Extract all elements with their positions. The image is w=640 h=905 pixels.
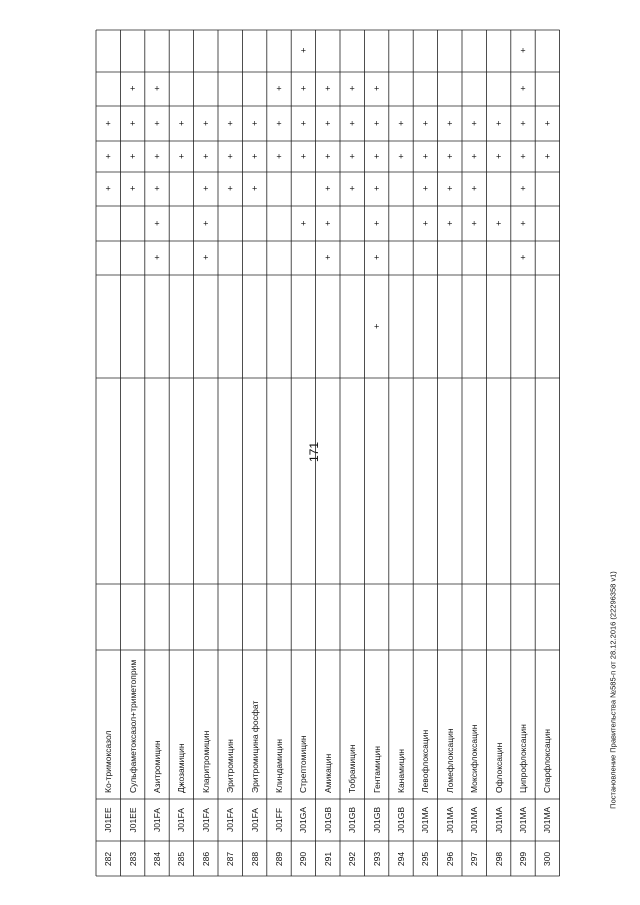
- row-code: J01EE: [102, 807, 113, 833]
- mark-plus: +: [349, 118, 355, 128]
- row-number: 285: [176, 851, 187, 866]
- row-number: 294: [395, 851, 406, 866]
- row-code: J01GB: [322, 807, 333, 833]
- row-name: Спарфлоксацин: [542, 729, 553, 793]
- mark-plus: +: [300, 151, 307, 161]
- mark-plus: +: [300, 83, 307, 94]
- mark-plus: +: [471, 151, 477, 161]
- row-name: Тобрамицин: [346, 744, 357, 793]
- mark-plus: +: [227, 151, 233, 161]
- mark-plus: +: [373, 218, 380, 228]
- mark-plus: +: [154, 83, 160, 94]
- mark-plus: +: [422, 118, 429, 128]
- mark-plus: +: [154, 183, 160, 194]
- mark-plus: +: [251, 151, 258, 161]
- mark-plus: +: [520, 118, 526, 128]
- mark-plus: +: [447, 183, 453, 194]
- row-code: J01MA: [444, 806, 455, 834]
- row-code: J01FA: [176, 807, 187, 833]
- row-code: J01FA: [224, 807, 235, 833]
- mark-plus: +: [447, 151, 453, 161]
- row-number: 290: [298, 851, 309, 866]
- row-code: J01MA: [420, 806, 431, 834]
- mark-plus: +: [300, 45, 307, 56]
- row-number: 287: [224, 851, 235, 866]
- mark-plus: +: [154, 218, 160, 228]
- mark-plus: +: [495, 151, 502, 161]
- mark-plus: +: [422, 151, 429, 161]
- mark-plus: +: [544, 118, 551, 128]
- mark-plus: +: [349, 183, 355, 194]
- row-name: Ко-тримоксазол: [102, 730, 113, 793]
- row-number: 292: [346, 851, 357, 866]
- mark-plus: +: [227, 183, 233, 194]
- mark-plus: +: [203, 218, 209, 228]
- mark-plus: +: [203, 118, 209, 128]
- mark-plus: +: [373, 118, 380, 128]
- row-code: J01EE: [127, 807, 138, 833]
- mark-plus: +: [520, 218, 526, 228]
- row-code: J01FA: [151, 807, 162, 833]
- mark-plus: +: [276, 151, 282, 161]
- mark-plus: +: [349, 151, 355, 161]
- mark-plus: +: [154, 151, 160, 161]
- mark-plus: +: [373, 151, 380, 161]
- row-name: Сульфаметоксазол+триметоприм: [127, 659, 138, 793]
- row-name: Амикацин: [322, 753, 333, 793]
- mark-plus: +: [422, 183, 429, 194]
- row-code: J01GB: [371, 807, 382, 833]
- row-name: Ципрофлоксацин: [517, 724, 528, 793]
- row-number: 298: [493, 851, 504, 866]
- row-code: J01MA: [517, 806, 528, 834]
- row-name: Стрептомицин: [298, 735, 309, 793]
- row-number: 295: [420, 851, 431, 866]
- mark-plus: +: [325, 218, 331, 228]
- mark-plus: +: [544, 151, 551, 161]
- mark-plus: +: [129, 118, 136, 128]
- mark-plus: +: [300, 218, 307, 228]
- row-number: 297: [468, 851, 479, 866]
- mark-plus: +: [349, 83, 355, 94]
- row-code: J01GB: [346, 807, 357, 833]
- mark-plus: +: [154, 252, 160, 263]
- mark-plus: +: [471, 218, 477, 228]
- row-code: J01GA: [298, 807, 309, 833]
- mark-plus: +: [325, 118, 331, 128]
- mark-plus: +: [203, 252, 209, 263]
- mark-plus: +: [520, 151, 526, 161]
- row-number: 282: [102, 851, 113, 866]
- mark-plus: +: [422, 218, 429, 228]
- row-name: Канамицин: [395, 748, 406, 793]
- row-name: Левофлоксацин: [420, 729, 431, 793]
- mark-plus: +: [325, 83, 331, 94]
- mark-plus: +: [227, 118, 233, 128]
- mark-plus: +: [129, 83, 136, 94]
- mark-plus: +: [276, 83, 282, 94]
- row-code: J01MA: [493, 806, 504, 834]
- row-code: J01FA: [249, 807, 260, 833]
- row-number: 293: [371, 851, 382, 866]
- mark-plus: +: [373, 83, 380, 94]
- mark-plus: +: [398, 118, 404, 128]
- mark-plus: +: [154, 118, 160, 128]
- row-number: 291: [322, 851, 333, 866]
- mark-plus: +: [129, 183, 136, 194]
- row-number: 296: [444, 851, 455, 866]
- row-name: Эритромицин: [224, 739, 235, 793]
- row-code: J01FA: [200, 807, 211, 833]
- mark-plus: +: [178, 118, 185, 128]
- mark-plus: +: [520, 183, 526, 194]
- mark-plus: +: [325, 183, 331, 194]
- mark-plus: +: [373, 252, 380, 263]
- row-code: J01MA: [542, 806, 553, 834]
- mark-plus: +: [178, 151, 185, 161]
- row-number: 284: [151, 851, 162, 866]
- footer-text: Постановление Правительства №585-п от 28.12.2016 (22296358 v1): [608, 571, 618, 809]
- mark-plus: +: [471, 118, 477, 128]
- row-name: Моксифлоксацин: [468, 724, 479, 793]
- mark-plus: +: [495, 118, 502, 128]
- row-code: J01FF: [273, 807, 284, 833]
- page-number: 171: [307, 441, 321, 463]
- row-number: 286: [200, 851, 211, 866]
- row-number: 299: [517, 851, 528, 866]
- mark-plus: +: [251, 118, 258, 128]
- row-number: 288: [249, 851, 260, 866]
- row-name: Ломефлоксацин: [444, 728, 455, 793]
- mark-plus: +: [520, 252, 526, 263]
- mark-plus: +: [495, 218, 502, 228]
- row-number: 289: [273, 851, 284, 866]
- mark-plus: +: [105, 151, 111, 161]
- row-name: Клиндамицин: [273, 739, 284, 793]
- row-number: 283: [127, 851, 138, 866]
- mark-plus: +: [105, 183, 111, 194]
- row-name: Джозамицин: [176, 743, 187, 793]
- mark-plus: +: [300, 118, 307, 128]
- row-code: J01MA: [468, 806, 479, 834]
- mark-plus: +: [203, 151, 209, 161]
- mark-plus: +: [105, 118, 111, 128]
- mark-plus: +: [251, 183, 258, 194]
- row-name: Гентамицин: [371, 746, 382, 793]
- mark-plus: +: [203, 183, 209, 194]
- mark-plus: +: [325, 252, 331, 263]
- mark-plus: +: [373, 183, 380, 194]
- mark-plus: +: [520, 83, 526, 94]
- mark-plus: +: [398, 151, 404, 161]
- mark-plus: +: [325, 151, 331, 161]
- mark-plus: +: [447, 218, 453, 228]
- row-name: Азитромицин: [151, 740, 162, 793]
- mark-plus: +: [520, 45, 526, 56]
- mark-plus: +: [276, 118, 282, 128]
- mark-plus: +: [447, 118, 453, 128]
- mark-plus: +: [129, 151, 136, 161]
- mark-plus: +: [373, 321, 380, 331]
- row-name: Эритромицина фосфат: [249, 700, 260, 793]
- row-number: 300: [542, 851, 553, 866]
- row-name: Офлоксацин: [493, 742, 504, 793]
- mark-plus: +: [471, 183, 477, 194]
- row-code: J01GB: [395, 807, 406, 833]
- row-name: Кларитромицин: [200, 730, 211, 793]
